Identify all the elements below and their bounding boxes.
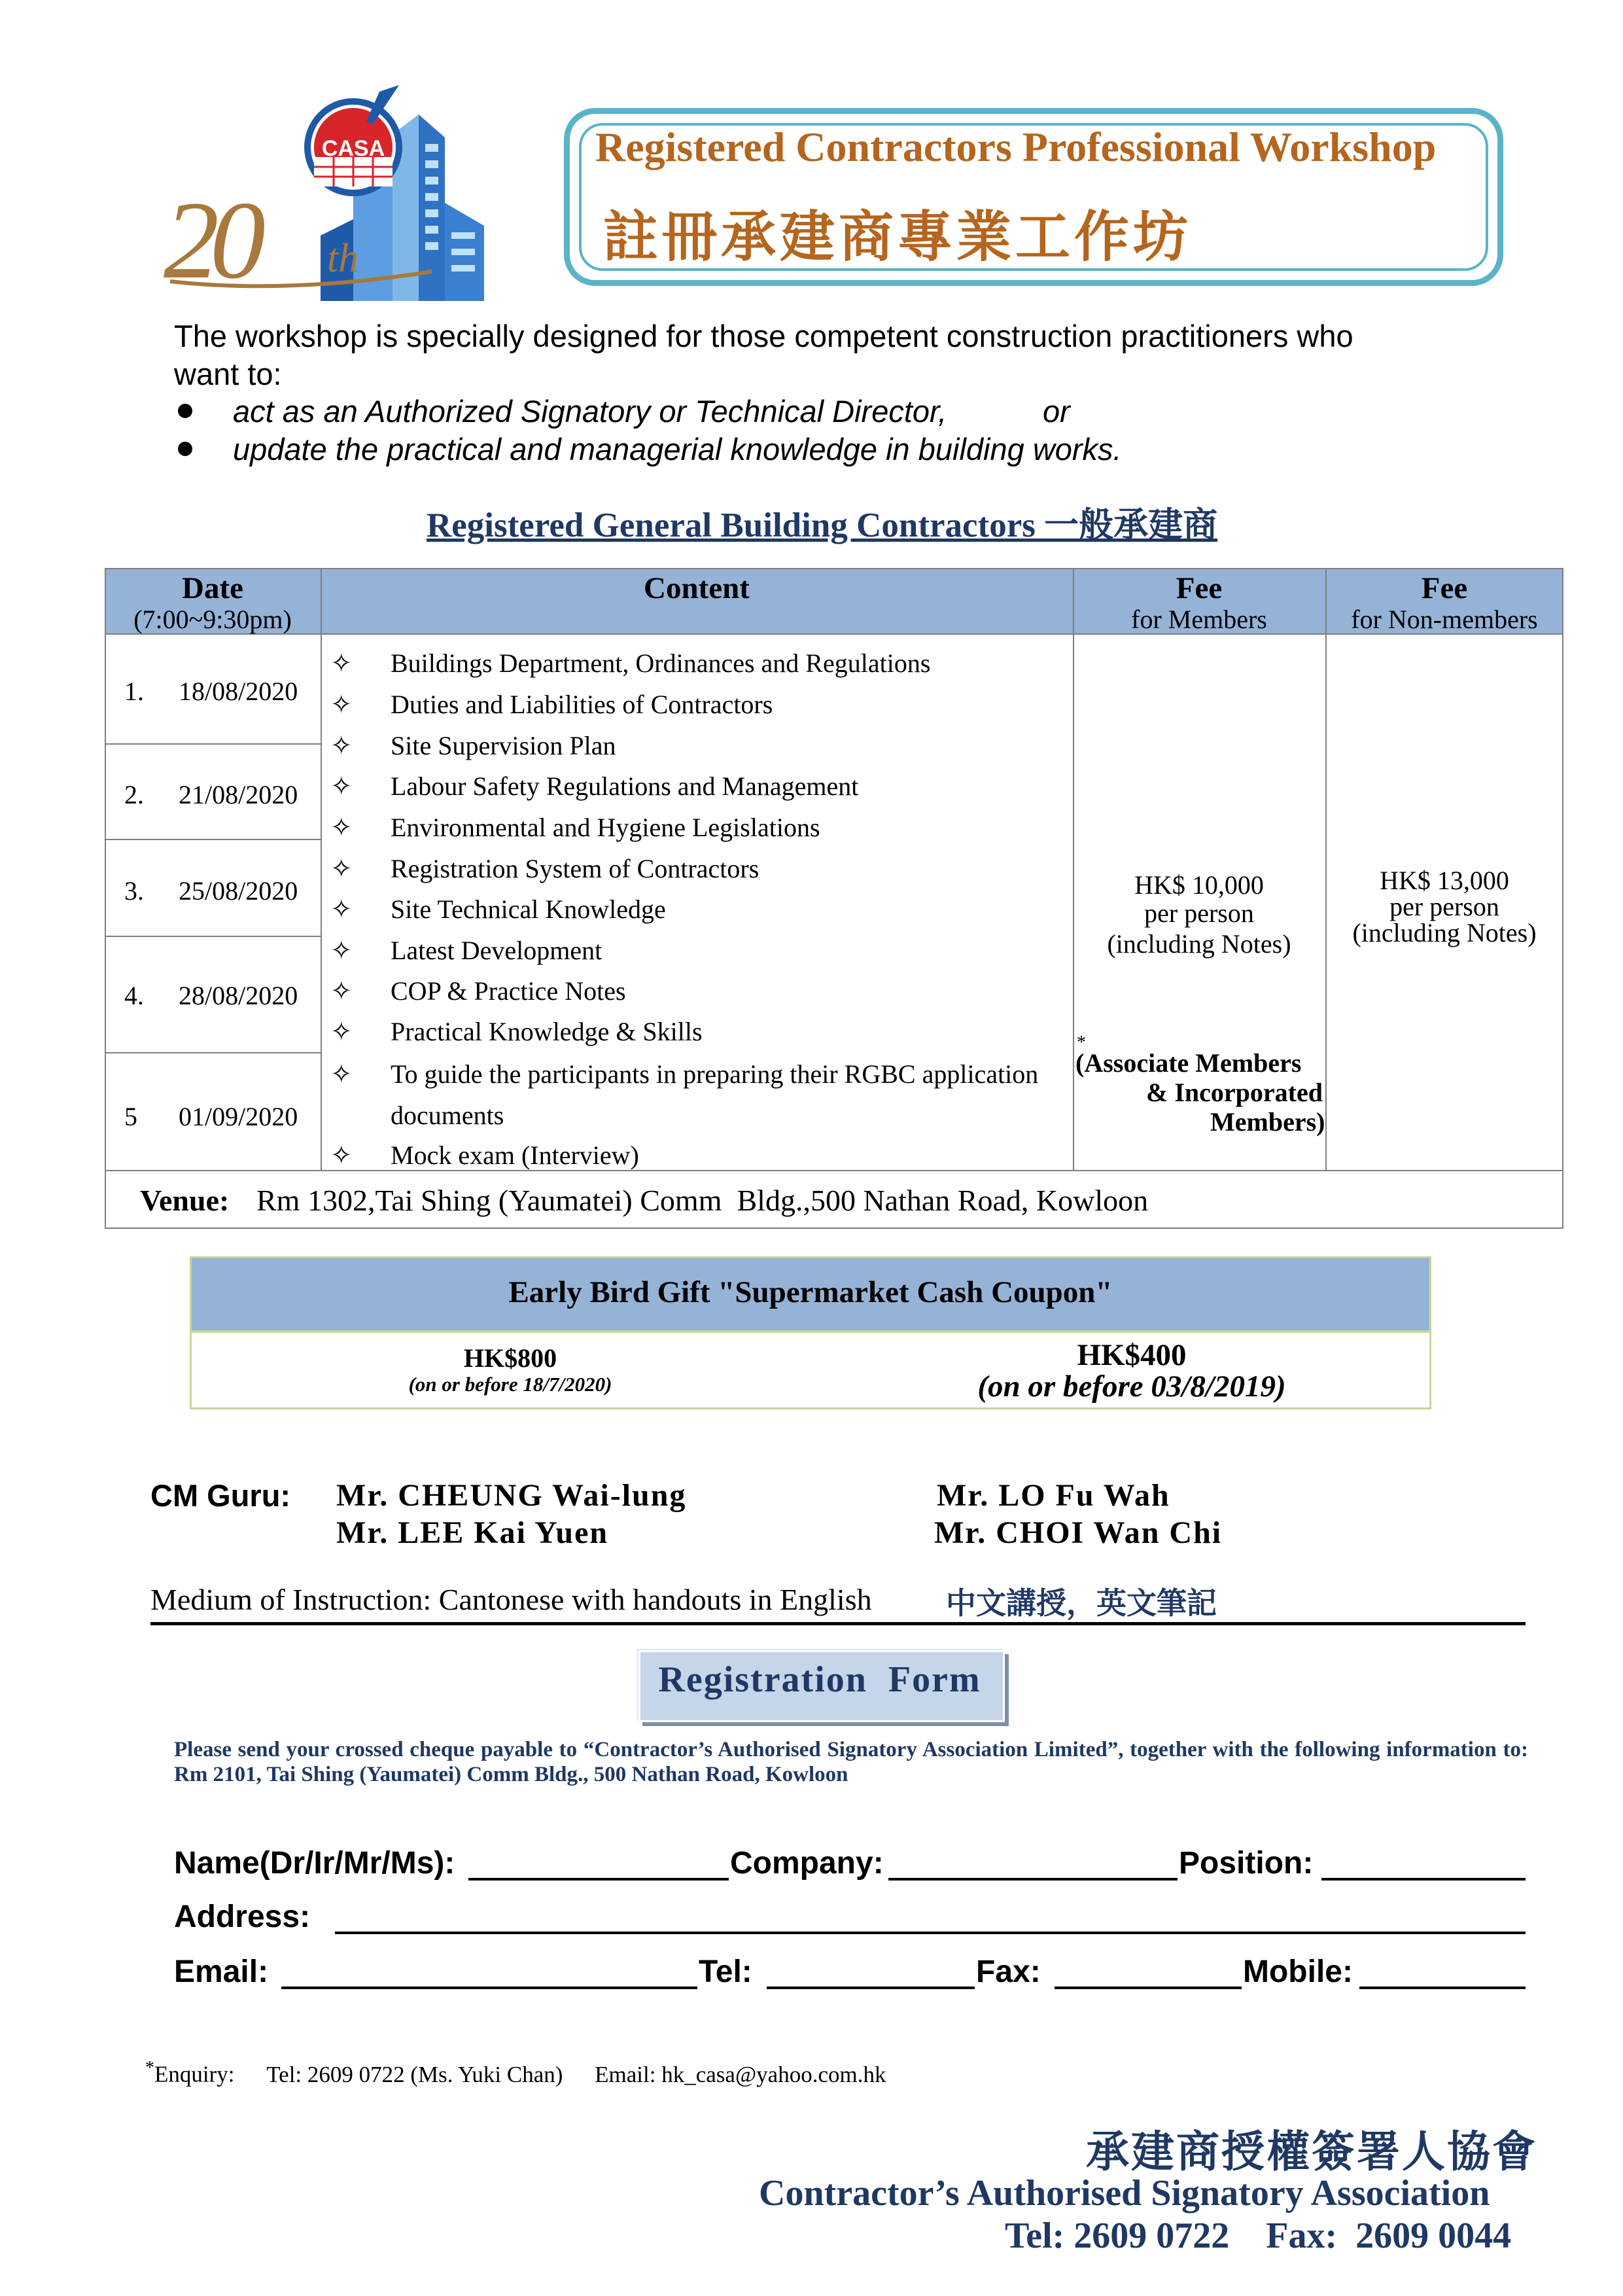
guru-name: Mr. CHEUNG Wai-lung — [336, 1478, 687, 1513]
fee-members-unit: per person — [1144, 898, 1254, 928]
company-field[interactable] — [888, 1878, 1178, 1881]
header-fee-non-members-sub: for Non-members — [1351, 605, 1538, 634]
session-number: 5 — [124, 1102, 137, 1131]
header-date: Date — [182, 571, 243, 605]
session-number: 3. — [124, 876, 144, 906]
section-heading: Registered General Building Contractors 一般承建商 — [427, 506, 1218, 544]
sparkle-icon: ✧ — [330, 731, 353, 760]
sparkle-icon: ✧ — [330, 648, 353, 678]
title-english: Registered Contractors Professional Workshop — [595, 124, 1437, 170]
fee-members-asterisk: * — [1077, 1033, 1086, 1053]
enquiry-asterisk: * — [145, 2058, 154, 2078]
fee-members-amount: HK$ 10,000 — [1134, 870, 1264, 900]
sparkle-icon: ✧ — [330, 1140, 353, 1170]
content-item: Mock exam (Interview) — [391, 1140, 639, 1170]
venue-address: Rm 1302,Tai Shing (Yaumatei) Comm Bldg.,500 Nathan Road, Kowloon — [256, 1184, 1149, 1217]
venue-label: Venue: — [140, 1184, 230, 1217]
medium-of-instruction: Medium of Instruction: Cantonese with handouts in English — [150, 1583, 872, 1616]
session-number: 4. — [124, 981, 144, 1010]
session-date: 28/08/2020 — [179, 981, 298, 1010]
logo-badge-text: CASA — [321, 136, 385, 161]
footer-contact: Tel: 2609 0722 Fax: 2609 0044 — [1005, 2216, 1512, 2256]
fee-non-members-unit: per person — [1389, 892, 1499, 921]
content-item: To guide the participants in preparing their RGBC application — [391, 1059, 1039, 1089]
early-bird-amount-early: HK$800 — [463, 1343, 557, 1373]
sparkle-icon: ✧ — [330, 936, 353, 965]
session-date: 25/08/2020 — [179, 876, 298, 906]
logo-anniversary-suffix: th — [327, 236, 359, 281]
bullet-item-2: update the practical and managerial knowledge in building works. — [233, 432, 1122, 467]
content-item: Environmental and Hygiene Legislations — [391, 813, 820, 842]
content-item: Site Technical Knowledge — [391, 894, 666, 924]
guru-name: Mr. CHOI Wan Chi — [934, 1515, 1223, 1550]
session-number: 2. — [124, 780, 144, 809]
mobile-label: Mobile: — [1243, 1954, 1353, 1989]
registration-instruction: Please send your crossed cheque payable to “Contractor’s Authorised Signatory Association Limited”, together with the following information to: Rm 2101, Tai Shing (Yaumatei) Comm Bldg., 500 Nathan Road, Kowloon — [174, 1738, 1528, 1786]
session-date: 21/08/2020 — [179, 780, 298, 809]
content-item: Duties and Liabilities of Contractors — [391, 690, 773, 719]
sparkle-icon: ✧ — [330, 1059, 353, 1089]
fee-associate-line-1: (Associate Members — [1075, 1048, 1302, 1078]
header-fee-members: Fee — [1176, 571, 1223, 605]
sparkle-icon: ✧ — [330, 1017, 353, 1046]
sparkle-icon: ✧ — [330, 690, 353, 719]
position-field[interactable] — [1321, 1878, 1526, 1881]
medium-underline — [150, 1622, 1526, 1625]
sparkle-icon: ✧ — [330, 854, 353, 883]
fee-associate-line-3: Members) — [1210, 1107, 1325, 1137]
footer-org-english: Contractor’s Authorised Signatory Association — [759, 2173, 1490, 2214]
position-label: Position: — [1179, 1846, 1314, 1881]
sparkle-icon: ✧ — [330, 813, 353, 842]
fee-non-members-amount: HK$ 13,000 — [1380, 866, 1509, 895]
fee-members-note: (including Notes) — [1107, 929, 1291, 959]
company-label: Company: — [730, 1846, 884, 1881]
email-label: Email: — [174, 1954, 269, 1989]
name-field[interactable] — [468, 1878, 729, 1881]
content-item: Site Supervision Plan — [391, 731, 616, 760]
content-item: Registration System of Contractors — [391, 854, 759, 883]
early-bird-title: Early Bird Gift "Supermarket Cash Coupon" — [508, 1275, 1113, 1309]
content-item: COP & Practice Notes — [391, 976, 626, 1006]
registration-form-label: Registration Form — [658, 1659, 981, 1700]
mobile-field[interactable] — [1359, 1987, 1526, 1989]
header-content: Content — [644, 571, 750, 605]
email-field[interactable] — [281, 1987, 697, 1989]
content-item: Buildings Department, Ordinances and Regulations — [391, 648, 931, 678]
intro-line-1: The workshop is specially designed for those competent construction practitioners who — [174, 319, 1353, 353]
bullet-item-1-suffix: or — [1043, 394, 1070, 429]
bullet-icon — [178, 442, 192, 456]
sparkle-icon: ✧ — [330, 976, 353, 1006]
fax-field[interactable] — [1055, 1987, 1242, 1989]
fax-label: Fax: — [976, 1954, 1041, 1989]
intro-line-2: want to: — [174, 357, 282, 391]
fee-non-members-note: (including Notes) — [1352, 918, 1537, 947]
enquiry-tel: Tel: 2609 0722 (Ms. Yuki Chan) — [266, 2061, 563, 2087]
header-date-time: (7:00~9:30pm) — [133, 605, 292, 634]
early-bird-amount-late: HK$400 — [1077, 1338, 1187, 1372]
early-bird-date-early: (on or before 18/7/2020) — [408, 1373, 612, 1396]
header-fee-members-sub: for Members — [1131, 605, 1267, 634]
content-item-continued: documents — [391, 1101, 504, 1130]
address-label: Address: — [174, 1899, 311, 1934]
guru-name: Mr. LEE Kai Yuen — [336, 1515, 609, 1550]
enquiry-label: Enquiry: — [154, 2061, 235, 2087]
logo-anniversary-number: 20 — [164, 179, 256, 302]
session-date: 18/08/2020 — [179, 677, 298, 706]
address-field[interactable] — [335, 1932, 1526, 1934]
medium-of-instruction-zh: 中文講授，英文筆記 — [946, 1586, 1217, 1620]
fee-associate-line-2: & Incorporated — [1146, 1078, 1323, 1107]
session-number: 1. — [124, 677, 144, 706]
footer-org-chinese: 承建商授權簽署人協會 — [1086, 2127, 1537, 2176]
guru-name: Mr. LO Fu Wah — [937, 1478, 1170, 1513]
enquiry-email: Email: hk_casa@yahoo.com.hk — [595, 2061, 886, 2087]
content-item: Labour Safety Regulations and Management — [391, 771, 859, 801]
course-schedule-table — [105, 568, 1563, 1229]
content-item: Latest Development — [391, 936, 602, 965]
early-bird-date-late: (on or before 03/8/2019) — [977, 1369, 1286, 1404]
bullet-item-1: act as an Authorized Signatory or Technical Director, — [233, 394, 947, 429]
title-chinese: 註冊承建商專業工作坊 — [603, 206, 1193, 268]
tel-field[interactable] — [767, 1987, 975, 1989]
guru-label: CM Guru: — [150, 1478, 291, 1513]
enquiry-line — [145, 2058, 886, 2088]
sparkle-icon: ✧ — [330, 894, 353, 924]
casa-20th-logo — [157, 85, 510, 308]
tel-label: Tel: — [699, 1954, 752, 1989]
session-date: 01/09/2020 — [179, 1102, 298, 1131]
header-fee-non-members: Fee — [1421, 571, 1468, 605]
name-label: Name(Dr/Ir/Mr/Ms): — [174, 1846, 455, 1881]
content-item: Practical Knowledge & Skills — [391, 1017, 703, 1046]
bullet-icon — [178, 404, 192, 418]
sparkle-icon: ✧ — [330, 771, 353, 801]
